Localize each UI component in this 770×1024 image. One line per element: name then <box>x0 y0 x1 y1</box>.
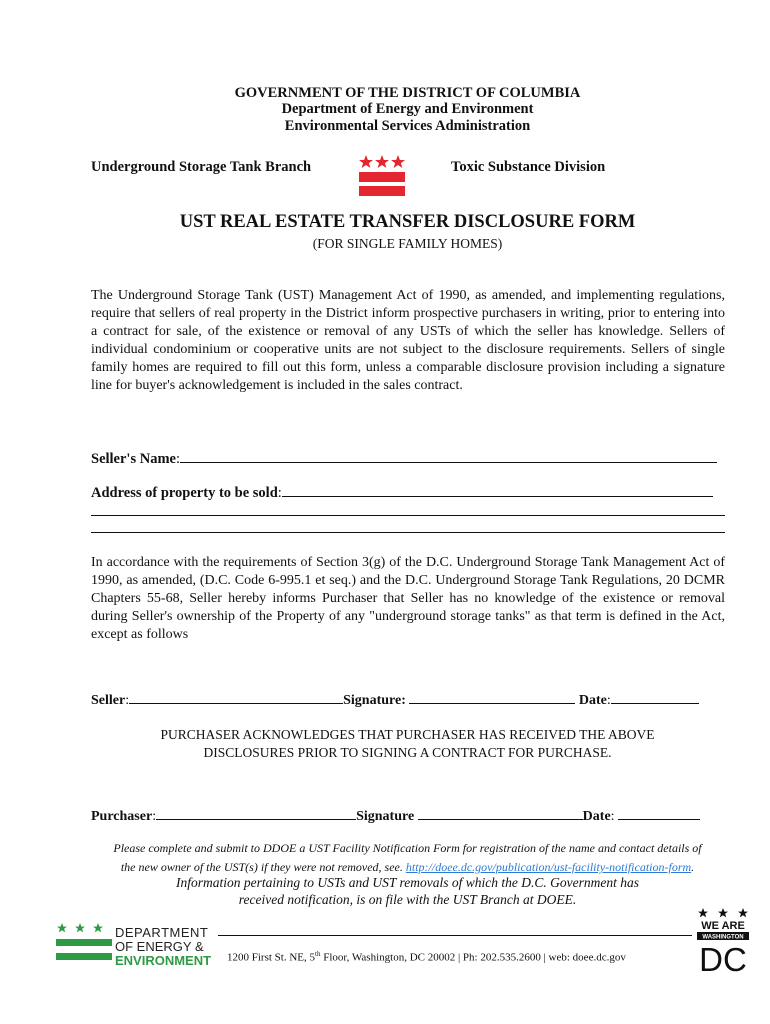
note-line-2-text: the new owner of the UST(s) if they were not removed, see. <box>120 860 406 874</box>
info-line-1: Information pertaining to USTs and UST removals of which the D.C. Government has <box>175 875 639 890</box>
logo-text-1: DEPARTMENT <box>115 925 209 940</box>
note-line-2-end: . <box>691 860 695 874</box>
branch-left-label: Underground Storage Tank Branch <box>91 159 312 175</box>
form-subtitle: (FOR SINGLE FAMILY HOMES) <box>312 236 503 251</box>
address-field-line-3[interactable] <box>91 532 725 533</box>
seller-name-row: Seller's Name: <box>91 450 717 468</box>
seller-label: Seller <box>91 693 126 708</box>
submission-note <box>0 839 770 877</box>
dc-flag-icon <box>359 155 405 197</box>
seller-field[interactable] <box>129 691 343 704</box>
purchaser-signature-label: Signature <box>356 809 415 824</box>
administration-heading: Environmental Services Administration <box>284 118 531 134</box>
note-line-1: Please complete and submit to DDOE a UST Facility Notification Form for registration of the name and contact details of <box>113 841 702 855</box>
seller-signature-field[interactable] <box>409 691 575 704</box>
washington-text: WASHINGTON <box>702 934 744 941</box>
we-are-washington-dc-logo <box>695 908 751 974</box>
address-row: Address of property to be sold: <box>91 484 713 502</box>
seller-signature-row: Seller: Signature: Date: <box>91 691 699 709</box>
we-are-text: WE ARE <box>701 920 745 932</box>
seller-date-label: Date <box>578 693 607 708</box>
purchaser-acknowledgement <box>0 726 770 762</box>
seller-name-field[interactable] <box>180 450 717 463</box>
seller-date-field[interactable] <box>611 691 699 704</box>
purchaser-date-field[interactable] <box>618 807 700 820</box>
logo-text-2: OF ENERGY & <box>115 939 204 954</box>
dc-text: DC <box>699 941 747 974</box>
seller-signature-label: Signature: <box>343 693 406 708</box>
form-title: UST REAL ESTATE TRANSFER DISCLOSURE FORM <box>179 212 636 232</box>
purchaser-signature-row: Purchaser: Signature Date: <box>91 807 700 825</box>
branch-right-label: Toxic Substance Division <box>451 159 606 175</box>
address-field[interactable] <box>282 484 713 497</box>
info-line-2: received notification, is on file with the UST Branch at DOEE. <box>238 892 577 907</box>
purchaser-label: Purchaser <box>91 809 153 824</box>
logo-text-3: ENVIRONMENT <box>115 953 212 967</box>
purchaser-date-label: Date <box>582 809 611 824</box>
ack-line-2: DISCLOSURES PRIOR TO SIGNING A CONTRACT FOR PURCHASE. <box>203 745 612 760</box>
notification-form-link[interactable]: http://doee.dc.gov/publication/ust-facility-notification-form <box>405 860 692 874</box>
seller-name-label: Seller's Name <box>91 451 176 467</box>
department-heading: Department of Energy and Environment <box>281 101 534 117</box>
footer-address-end: Floor, Washington, DC 20002 | Ph: 202.535.2600 | web: doee.dc.gov <box>320 951 626 964</box>
ack-line-1: PURCHASER ACKNOWLEDGES THAT PURCHASER HAS RECEIVED THE ABOVE <box>160 727 655 742</box>
footer-divider <box>218 935 692 936</box>
information-note <box>0 874 770 908</box>
footer-address <box>227 950 626 964</box>
government-heading: GOVERNMENT OF THE DISTRICT OF COLUMBIA <box>234 85 581 101</box>
address-field-line-2[interactable] <box>91 515 725 516</box>
purchaser-field[interactable] <box>156 807 356 820</box>
footer-address-sup: th <box>315 950 321 958</box>
statement-paragraph: In accordance with the requirements of Section 3(g) of the D.C. Underground Storage Tank Management Act of 1990, as amended, (D.C. Code 6-995.1 et seq.) and the D.C. Underground Storage Tank Regulations, 20 DCMR Chapters 55-68, Seller hereby informs Purchaser that Seller has no knowledge of the existence or removal during Seller's ownership of the Property of any "underground storage tanks" as that term is defined in the Act, except as follows <box>91 555 725 642</box>
footer-address-start: 1200 First St. NE, 5 <box>227 951 316 964</box>
address-label: Address of property to be sold <box>91 485 278 501</box>
purchaser-signature-field[interactable] <box>418 807 583 820</box>
intro-paragraph: The Underground Storage Tank (UST) Management Act of 1990, as amended, and implementing regulations, require that sellers of real property in the District inform prospective purchasers in writing, prior to entering into a contract for sale, of the existence or removal of any USTs of which the seller has knowledge. Sellers of individual condominium or cooperative units are not subject to the disclosure requirements. Sellers of single family homes are required to fill out this form, unless a comparable disclosure provision including a signature line for buyer's acknowledgement is included in the sales contract. <box>91 288 725 393</box>
doee-logo <box>56 923 216 967</box>
